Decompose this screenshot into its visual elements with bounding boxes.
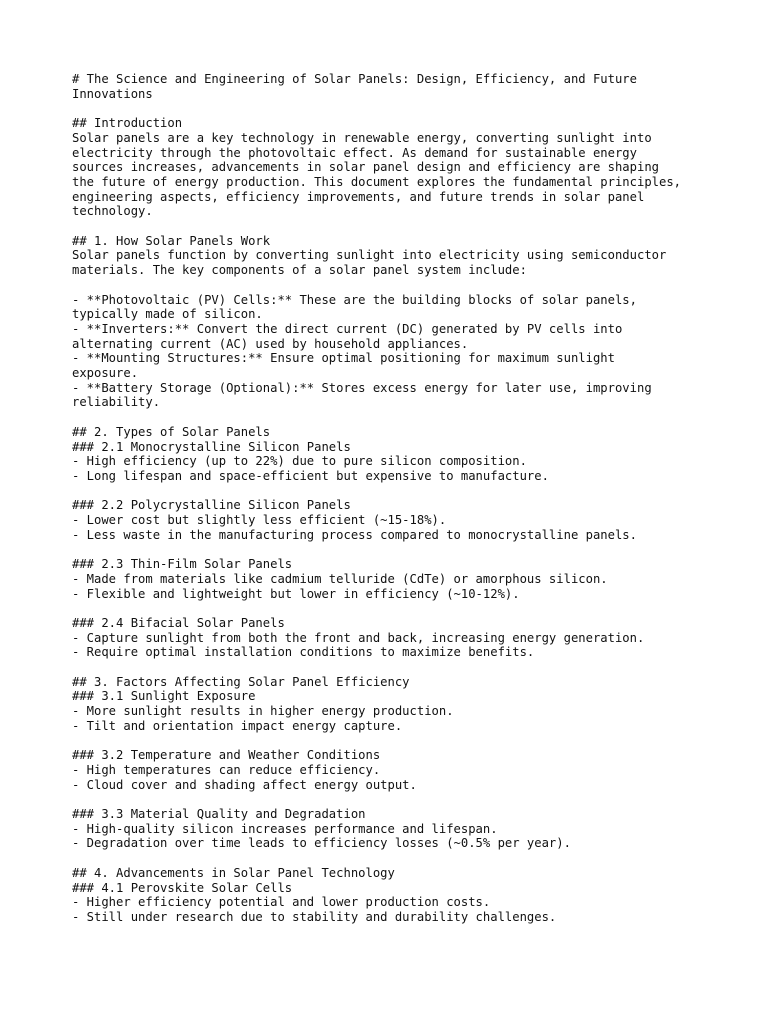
list-item: - **Battery Storage (Optional):** Stores excess energy for later use, improving [72, 380, 652, 395]
section-heading: ## 2. Types of Solar Panels [72, 424, 271, 439]
text-line: alternating current (AC) used by household appliances. [72, 336, 469, 351]
blank-line [72, 542, 712, 557]
list-item: - Capture sunlight from both the front and back, increasing energy generation. [72, 630, 645, 645]
blank-line [72, 484, 712, 499]
list-item: - High efficiency (up to 22%) due to pure silicon composition. [72, 454, 527, 469]
subsection-heading: ### 2.4 Bifacial Solar Panels [72, 615, 285, 630]
list-item: - Degradation over time leads to efficiency losses (~0.5% per year). [72, 836, 571, 851]
document-page [72, 72, 712, 925]
blank-line [72, 792, 712, 807]
list-item: - Still under research due to stability and durability challenges. [72, 909, 557, 924]
subsection-heading: ### 2.2 Polycrystalline Silicon Panels [72, 498, 351, 513]
list-item: - **Mounting Structures:** Ensure optimal positioning for maximum sunlight [72, 351, 615, 366]
text-line: Innovations [72, 86, 153, 101]
blank-line [72, 219, 712, 234]
list-item: - Made from materials like cadmium telluride (CdTe) or amorphous silicon. [72, 571, 608, 586]
text-line: sources increases, advancements in solar panel design and efficiency are shaping [72, 160, 659, 175]
subsection-heading: ### 2.1 Monocrystalline Silicon Panels [72, 439, 351, 454]
blank-line [72, 278, 712, 293]
list-item: - Less waste in the manufacturing process compared to monocrystalline panels. [72, 527, 637, 542]
section-heading: ## 1. How Solar Panels Work [72, 233, 271, 248]
list-item: - Flexible and lightweight but lower in efficiency (~10-12%). [72, 586, 520, 601]
text-line: engineering aspects, efficiency improvements, and future trends in solar panel [72, 189, 645, 204]
subsection-heading: ### 3.3 Material Quality and Degradation [72, 807, 366, 821]
list-item: - Tilt and orientation impact energy capture. [72, 718, 403, 733]
document-body [72, 72, 712, 925]
text-line: technology. [72, 204, 153, 219]
text-line: the future of energy production. This document explores the fundamental principles, [72, 174, 682, 189]
text-line: materials. The key components of a solar panel system include: [72, 263, 527, 278]
list-item: - High temperatures can reduce efficiency. [72, 762, 381, 777]
section-heading: ## 4. Advancements in Solar Panel Technology [72, 865, 395, 880]
list-item: - Require optimal installation conditions to maximize benefits. [72, 645, 535, 660]
text-line: Solar panels function by converting sunlight into electricity using semiconductor [72, 248, 667, 263]
section-heading: ## Introduction [72, 116, 183, 131]
subsection-heading: ### 3.1 Sunlight Exposure [72, 689, 256, 704]
list-item: - **Inverters:** Convert the direct current (DC) generated by PV cells into [72, 321, 623, 336]
text-line: typically made of silicon. [72, 307, 263, 322]
blank-line [72, 601, 712, 616]
list-item: - **Photovoltaic (PV) Cells:** These are the building blocks of solar panels, [72, 292, 637, 307]
text-line: electricity through the photovoltaic effect. As demand for sustainable energy [72, 145, 637, 160]
list-item: - Long lifespan and space-efficient but expensive to manufacture. [72, 468, 549, 483]
subsection-heading: ### 4.1 Perovskite Solar Cells [72, 880, 293, 895]
blank-line [72, 410, 712, 425]
list-item: - High-quality silicon increases performance and lifespan. [72, 821, 498, 836]
list-item: - Lower cost but slightly less efficient (~15-18%). [72, 513, 447, 528]
text-line: reliability. [72, 395, 161, 410]
section-heading: ## 3. Factors Affecting Solar Panel Efficiency [72, 674, 410, 689]
document-title: # The Science and Engineering of Solar Panels: Design, Efficiency, and Future [72, 72, 637, 86]
text-line: exposure. [72, 366, 139, 381]
list-item: - Cloud cover and shading affect energy output. [72, 777, 417, 792]
list-item: - More sunlight results in higher energy production. [72, 704, 454, 719]
text-line: Solar panels are a key technology in renewable energy, converting sunlight into [72, 130, 652, 145]
subsection-heading: ### 3.2 Temperature and Weather Conditions [72, 748, 381, 763]
blank-line [72, 101, 712, 116]
blank-line [72, 851, 712, 866]
blank-line [72, 660, 712, 675]
blank-line [72, 734, 712, 749]
list-item: - Higher efficiency potential and lower production costs. [72, 895, 491, 910]
subsection-heading: ### 2.3 Thin-Film Solar Panels [72, 557, 293, 572]
